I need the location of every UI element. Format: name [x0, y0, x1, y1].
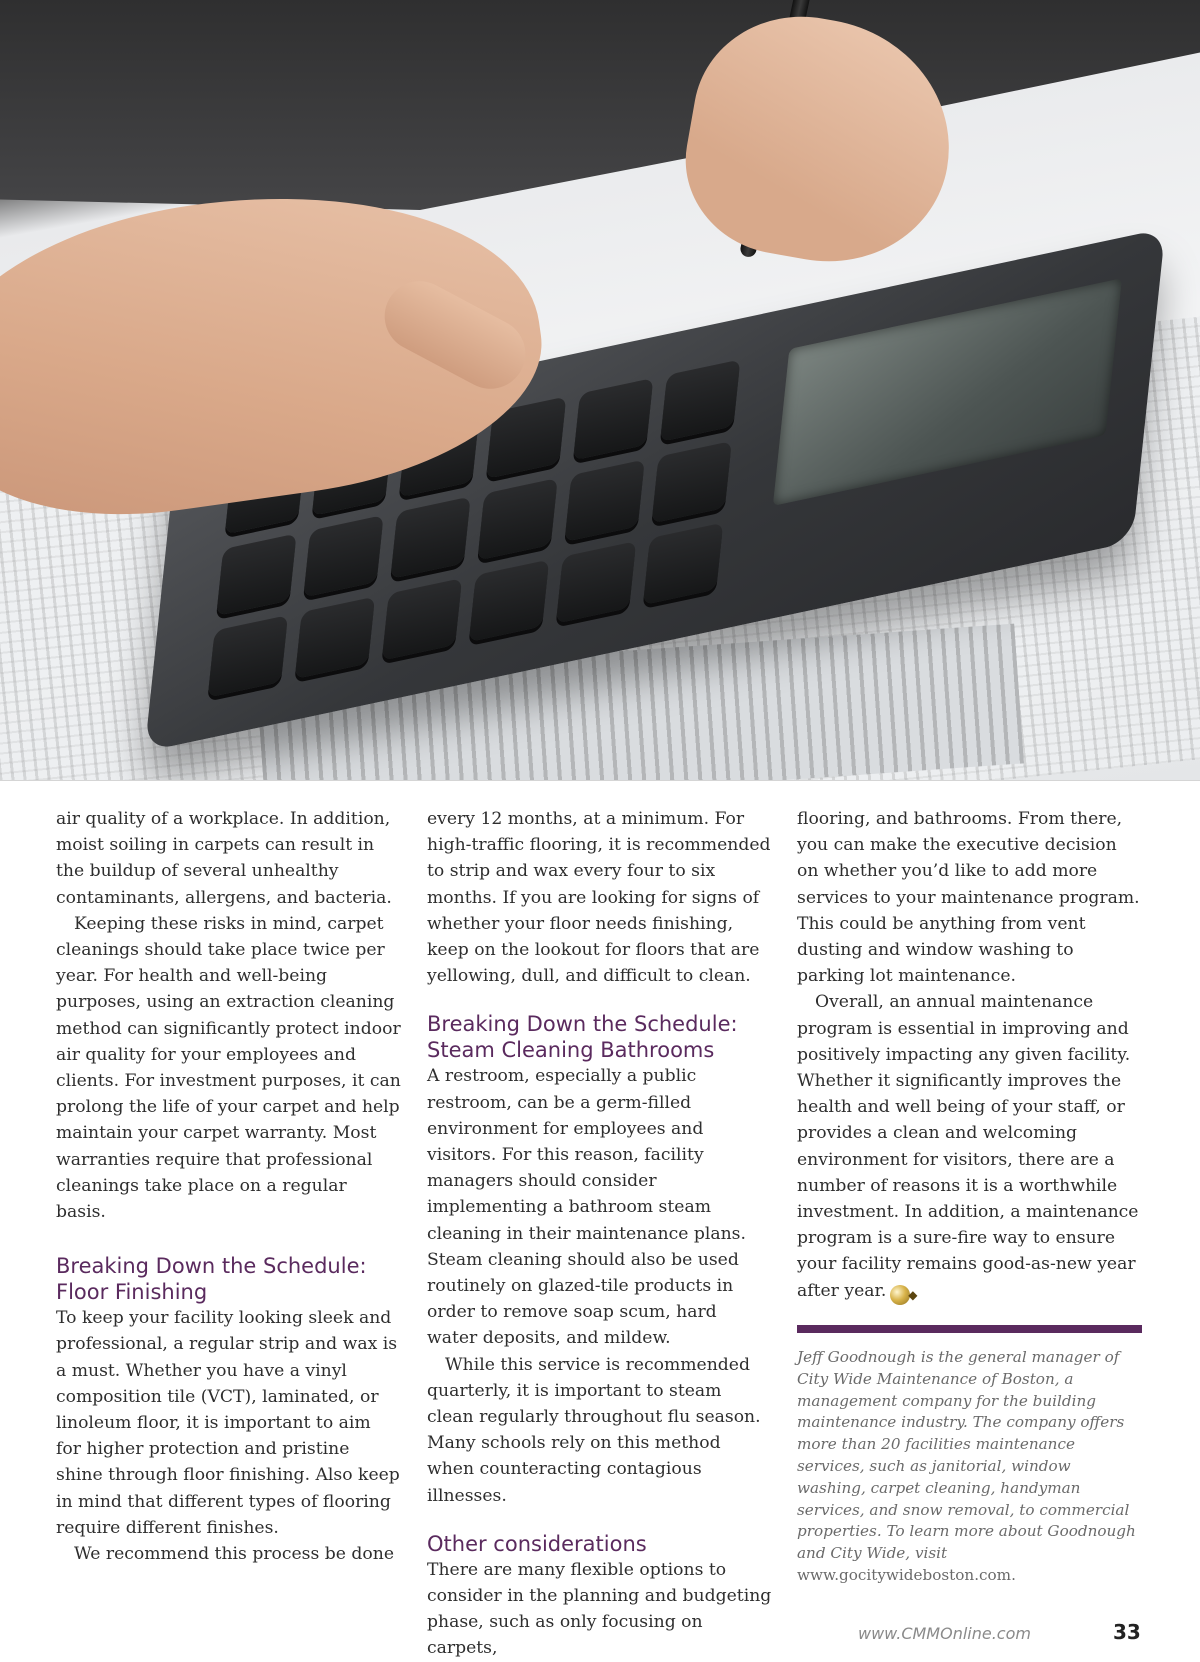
section-heading: Other considerations	[427, 1531, 647, 1556]
paragraph-final	[797, 989, 1142, 1304]
bio-divider-bar	[797, 1325, 1142, 1333]
article-column-1	[56, 806, 401, 1567]
shirt-shape	[0, 0, 1200, 210]
end-mark-icon: ◆	[890, 1285, 910, 1305]
article-column-2	[427, 806, 772, 1662]
paragraph: There are many flexible options to consider in the planning and budgeting phase, such as only focusing on carpets,	[427, 1559, 772, 1659]
paragraph: every 12 months, at a minimum. For high-traffic flooring, it is recommended to strip and wax every four to six months. If you are looking for signs of whether your floor needs finishing, keep on the lookout for floors that are yellowing, dull, and difficult to clean.	[427, 809, 771, 987]
bio-text: Jeff Goodnough is the general manager of City Wide Maintenance of Boston, a management company for the building maintenance industry. The company offers more than 20 facilities maintenance services, such as janitorial, window washing, carpet cleaning, handyman services, and snow removal, to commercial properties. To learn more about Goodnough and City Wide, visit	[797, 1348, 1136, 1563]
author-bio	[797, 1347, 1142, 1587]
paragraph-text: Overall, an annual maintenance program is essential in improving and positively impacting any given facility. Whether it significantly improves the health and well being of your staff, or provides a clean and welcoming environment for visitors, there are a number of reasons it is a worthwhile investment. In addition, a maintenance program is a sure-fire way to ensure your facility remains good-as-new year after year.	[797, 992, 1139, 1301]
paragraph: We recommend this process be done	[74, 1544, 395, 1565]
paragraph: air quality of a workplace. In addition, moist soiling in carpets can result in the buildup of several unhealthy contaminants, allergens, and bacteria.	[56, 809, 392, 908]
paragraph: While this service is recommended quarterly, it is important to steam clean regularly throughout flu season. Many schools rely on this method when counteracting contagious illnesses.	[427, 1354, 761, 1506]
section-heading: Breaking Down the Schedule: Steam Cleaning Bathrooms	[427, 1012, 738, 1063]
section-heading: Breaking Down the Schedule: Floor Finishing	[56, 1254, 367, 1305]
bio-link[interactable]: www.gocitywideboston.com.	[797, 1565, 1016, 1584]
calculator-display	[773, 278, 1122, 506]
paragraph: Keeping these risks in mind, carpet cleanings should take place twice per year. For health and well-being purposes, using an extraction cleaning method can significantly protect indoor air quality for your employees and clients. For investment purposes, it can prolong the life of your carpet and help maintain your carpet warranty. Most warranties require that professional cleanings take place on a regular basis.	[56, 913, 401, 1223]
article-column-3	[797, 806, 1142, 1305]
paragraph: flooring, and bathrooms. From there, you can make the executive decision on whether you’d like to add more services to your maintenance program. This could be anything from vent dusting and window washing to parking lot maintenance.	[797, 809, 1140, 987]
paragraph: A restroom, especially a public restroom, can be a germ-filled environment for employees and visitors. For this reason, facility managers should consider implementing a bathroom steam cleaning in their maintenance plans. Steam cleaning should also be used routinely on glazed-tile products in order to remove soap scum, hard water deposits, and mildew.	[427, 1066, 746, 1349]
hero-photo	[0, 0, 1200, 780]
page-number: 33	[1113, 1620, 1141, 1644]
paragraph: To keep your facility looking sleek and professional, a regular strip and wax is a must. Whether you have a vinyl composition tile (VCT), laminated, or linoleum floor, it is important to aim for higher protection and pristine shine through floor finishing. Also keep in mind that different types of flooring require different finishes.	[56, 1308, 400, 1538]
hero-divider	[0, 780, 1200, 781]
footer-url[interactable]: www.CMMOnline.com	[858, 1624, 1031, 1643]
